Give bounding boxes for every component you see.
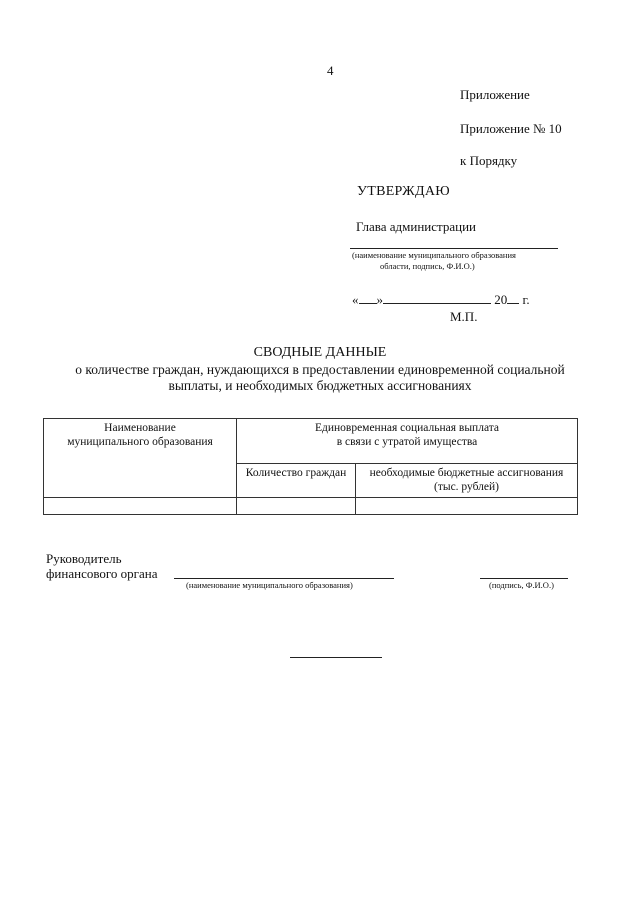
appendix-label: Приложение <box>460 87 530 102</box>
document-subtitle-line1: о количестве граждан, нуждающихся в предоставлении единовременной социальной <box>75 362 565 377</box>
year-prefix: 20 <box>494 292 508 307</box>
header-municipality-line1: Наименование <box>104 422 176 434</box>
header-budget-line1: необходимые бюджетные ассигнования <box>369 467 564 479</box>
header-budget-line2: (тыс. рублей) <box>433 481 500 494</box>
approval-title: УТВЕРЖДАЮ <box>357 184 450 199</box>
signer-signature-caption: (подпись, Ф.И.О.) <box>489 580 554 590</box>
appendix-reference: к Порядку <box>460 153 518 168</box>
year-blank <box>507 293 519 304</box>
end-divider <box>290 657 382 658</box>
month-blank <box>383 293 491 304</box>
cell-citizens-count[interactable] <box>237 497 356 514</box>
header-payment-group <box>237 419 578 464</box>
header-group-line1: Единовременная социальная выплата <box>314 422 500 434</box>
document-subtitle-line2: выплаты, и необходимых бюджетных ассигнованиях <box>168 378 472 393</box>
header-municipality-line2: муниципального образования <box>67 436 213 449</box>
header-group-line2: в связи с утратой имущества <box>336 436 478 449</box>
page-number: 4 <box>327 63 334 78</box>
header-citizens-count: Количество граждан <box>237 464 356 498</box>
signer-title-line1: Руководитель <box>46 551 122 566</box>
day-blank <box>359 293 377 304</box>
header-municipality <box>44 419 237 498</box>
cell-municipality[interactable] <box>44 497 237 514</box>
approval-signature-line <box>350 248 558 249</box>
document-title: СВОДНЫЕ ДАННЫЕ <box>253 345 387 360</box>
cell-budget[interactable] <box>356 497 578 514</box>
date-close-quote: » <box>376 292 383 307</box>
approval-position: Глава администрации <box>356 219 477 234</box>
approval-caption-line2: области, подпись, Ф.И.О.) <box>380 261 475 271</box>
appendix-number: Приложение № 10 <box>460 121 562 136</box>
year-suffix: г. <box>519 292 530 307</box>
approval-caption-line1: (наименование муниципального образования <box>352 250 516 260</box>
signer-name-line <box>174 578 394 579</box>
approval-date <box>352 292 530 308</box>
table-row <box>44 497 578 514</box>
seal-mark: М.П. <box>450 309 478 324</box>
signer-name-caption: (наименование муниципального образования) <box>186 580 353 590</box>
signer-signature-line <box>480 578 568 579</box>
header-budget <box>356 464 578 498</box>
table-header-row <box>44 419 578 464</box>
summary-table <box>43 418 578 515</box>
date-open-quote: « <box>352 292 359 307</box>
signer-title-line2: финансового органа <box>46 566 158 581</box>
